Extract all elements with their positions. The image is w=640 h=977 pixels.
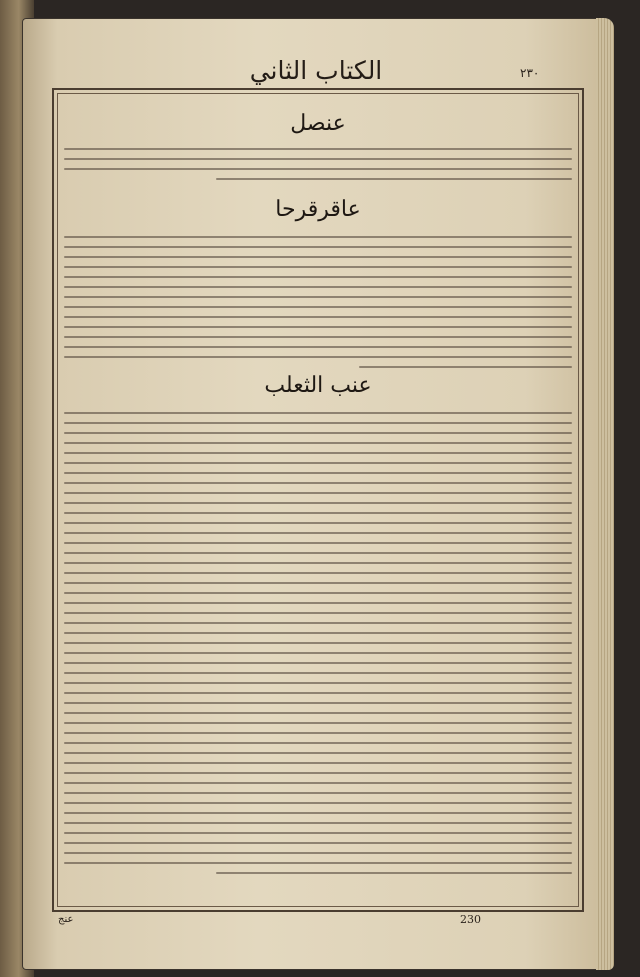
- page-stack-edge: [596, 18, 614, 970]
- section-2-text: [64, 236, 572, 376]
- section-title-1: عنصل: [290, 111, 346, 136]
- manuscript-page: [22, 18, 614, 970]
- text-frame: [52, 88, 584, 912]
- page-number-top: ٢٣٠: [520, 66, 540, 80]
- page-number-bottom: 230: [460, 913, 481, 926]
- running-head: الكتاب الثاني: [249, 56, 383, 85]
- section-title-2: عاقرقرحا: [275, 197, 361, 222]
- catchword: عنج: [58, 914, 74, 925]
- section-title-3: عنب الثعلب: [264, 373, 372, 398]
- section-1-text: [64, 148, 572, 188]
- section-3-text: [64, 412, 572, 882]
